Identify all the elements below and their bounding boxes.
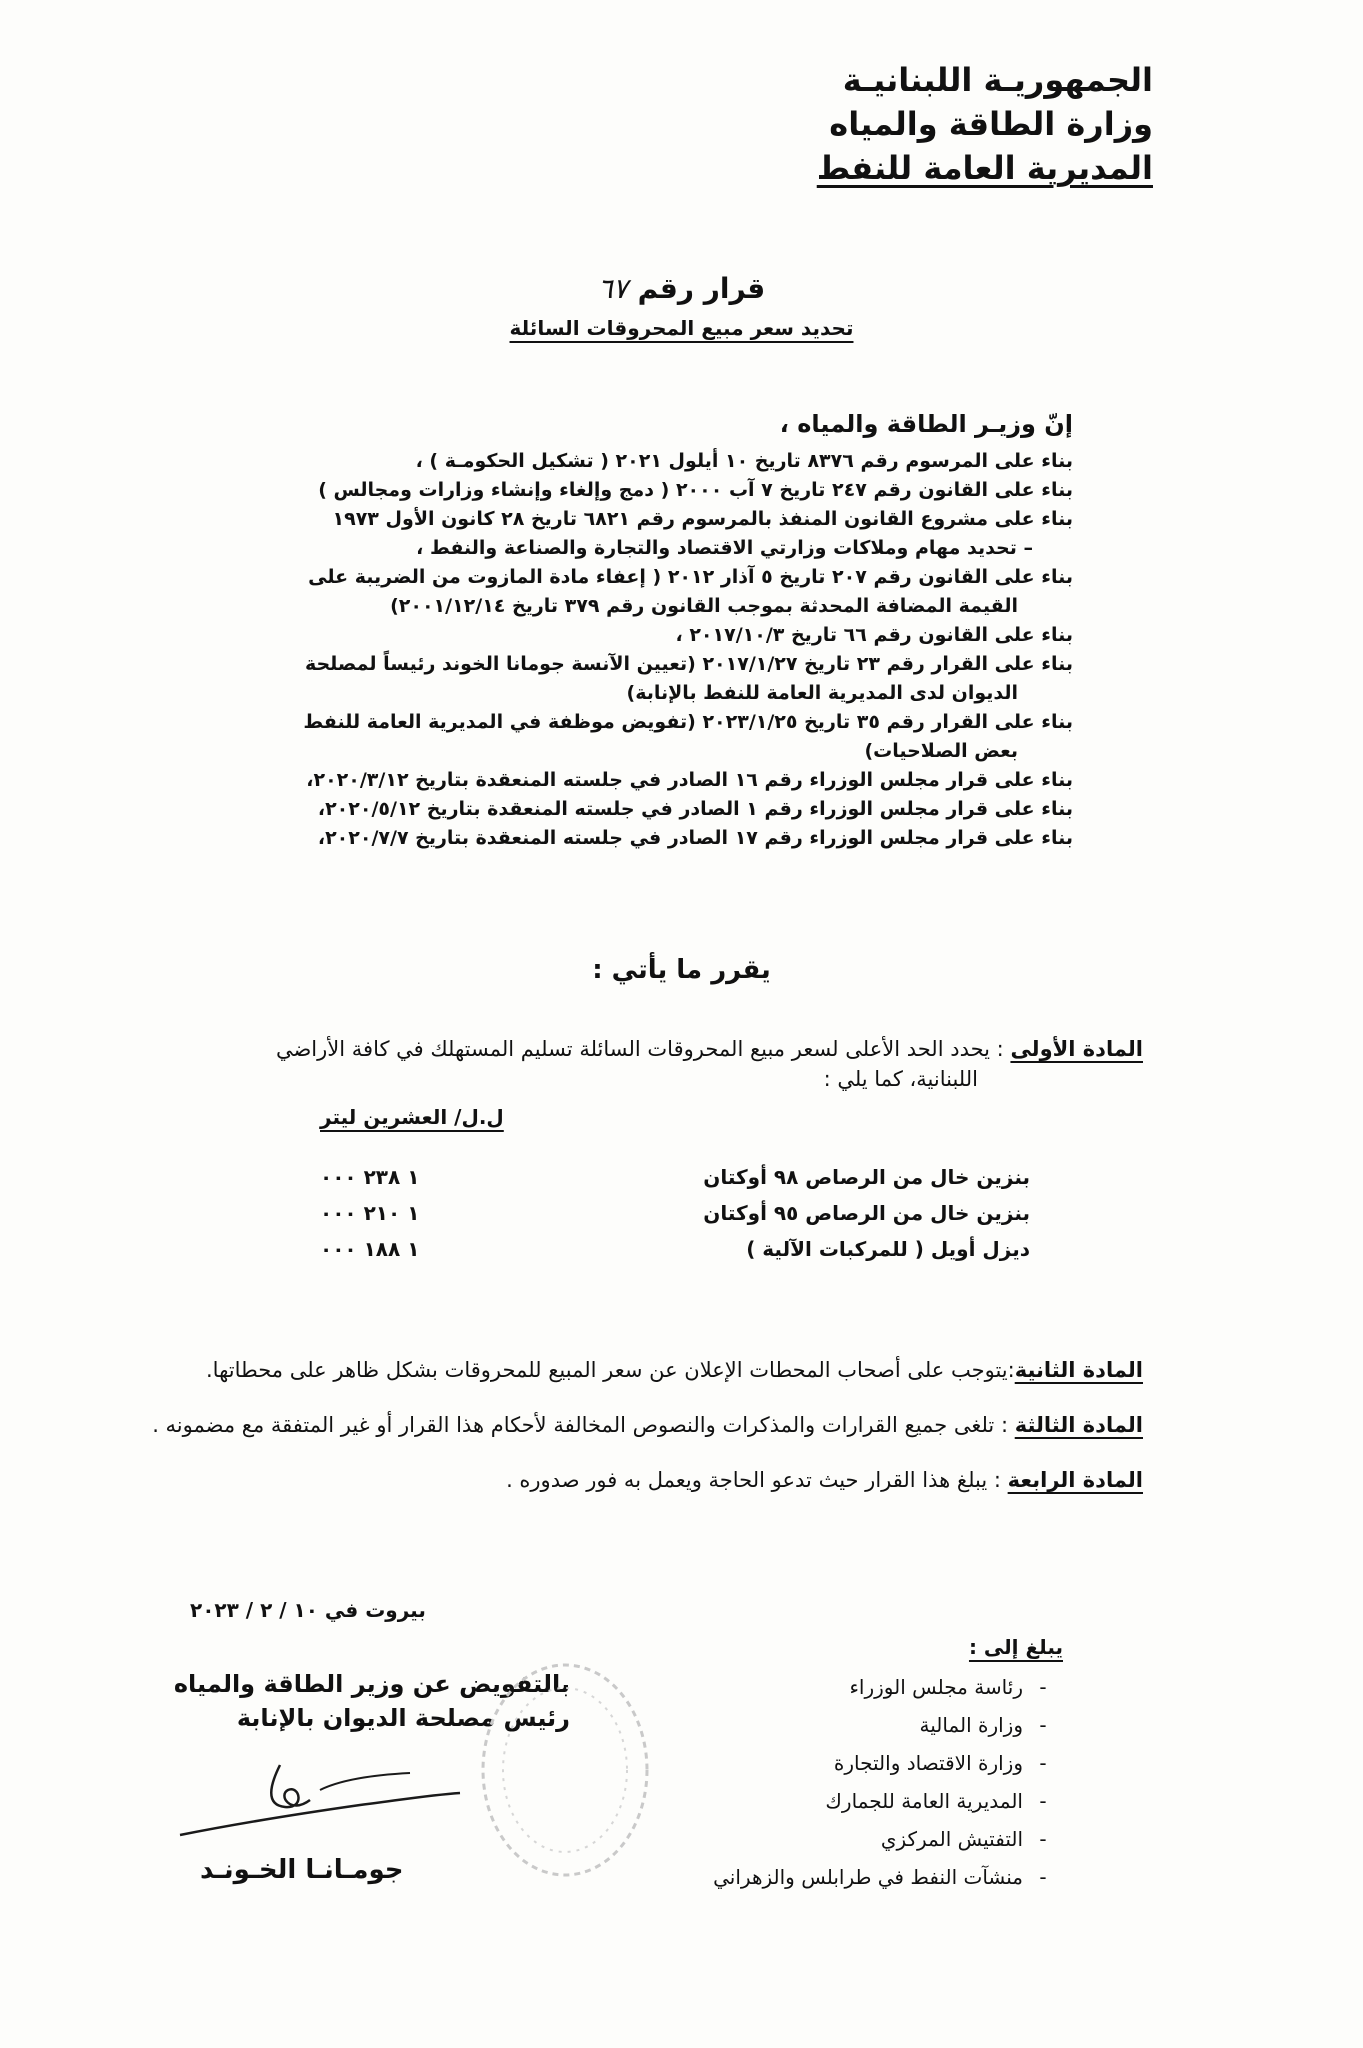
decision-number-label: قرار رقم (637, 272, 766, 305)
decision-title (0, 272, 1363, 305)
price-product: ديزل أويل ( للمركبات الآلية ) (746, 1237, 1030, 1261)
price-row (300, 1201, 1030, 1237)
preamble-line: بناء على قرار مجلس الوزراء رقم ١٧ الصادر في جلسته المنعقدة بتاريخ ٢٠٢٠/٧/٧، (317, 827, 1073, 849)
preamble-line: بناء على قرار مجلس الوزراء رقم ١ الصادر في جلسته المنعقدة بتاريخ ٢٠٢٠/٥/١٢، (317, 798, 1073, 820)
preamble-list (253, 447, 1073, 853)
notify-list (713, 1668, 1063, 1896)
article-4 (143, 1465, 1143, 1495)
notify-item: -المديرية العامة للجمارك (825, 1789, 1047, 1813)
preamble-line: القيمة المضافة المحدثة بموجب القانون رقم ٣٧٩ تاريخ ٢٠٠١/١٢/١٤) (390, 595, 1018, 617)
notify-item: -وزارة المالية (919, 1713, 1047, 1737)
handwritten-signature (170, 1745, 470, 1855)
price-unit-header: ل.ل/ العشرين ليتر (320, 1105, 504, 1129)
price-product: بنزين خال من الرصاص ٩٥ أوكتان (703, 1201, 1030, 1225)
signature-line-2: رئيس مصلحة الديوان بالإنابة (236, 1704, 570, 1732)
article-4-label: المادة الرابعة (1007, 1468, 1143, 1492)
preamble-line: بناء على القانون رقم ٦٦ تاريخ ٢٠١٧/١٠/٣ ، (675, 624, 1073, 646)
preamble-line: بناء على القانون رقم ٢٤٧ تاريخ ٧ آب ٢٠٠٠ ( دمج وإلغاء وإنشاء وزارات ومجالس ) (318, 479, 1073, 501)
notify-label: يبلغ إلى : (968, 1635, 1063, 1659)
header-republic: الجمهوريـة اللبنانيـة (842, 61, 1153, 99)
price-value: ١ ٢١٠ ٠٠٠ (320, 1201, 420, 1225)
header-directorate: المديرية العامة للنفط (816, 149, 1153, 187)
price-value: ١ ١٨٨ ٠٠٠ (320, 1237, 420, 1261)
signatory-name: جومـانـا الخـونـد (200, 1855, 404, 1885)
article-3-text: : تلغى جميع القرارات والمذكرات والنصوص المخالفة لأحكام هذا القرار أو غير المتفقة مع مضمونه . (152, 1413, 1009, 1437)
price-product: بنزين خال من الرصاص ٩٨ أوكتان (703, 1165, 1030, 1189)
article-1-label: المادة الأولى (1010, 1037, 1143, 1061)
decision-subject: تحديد سعر مبيع المحروقات السائلة (509, 316, 854, 340)
article-3 (143, 1410, 1143, 1440)
preamble-line: بعض الصلاحيات) (864, 740, 1018, 762)
notify-item: -وزارة الاقتصاد والتجارة (833, 1751, 1047, 1775)
article-1 (143, 1034, 1143, 1094)
preamble-opening: إنّ وزيـر الطاقة والمياه ، (779, 410, 1073, 438)
notify-item: -منشآت النفط في طرابلس والزهراني (713, 1865, 1047, 1889)
preamble-line: – تحديد مهام وملاكات وزارتي الاقتصاد والتجارة والصناعة والنفط ، (416, 537, 1033, 559)
article-3-label: المادة الثالثة (1014, 1413, 1143, 1437)
price-value: ١ ٢٣٨ ٠٠٠ (320, 1165, 420, 1189)
preamble-line: بناء على المرسوم رقم ٨٣٧٦ تاريخ ١٠ أيلول ٢٠٢١ ( تشكيل الحكومـة ) ، (415, 450, 1073, 472)
article-1-text: : يحدد الحد الأعلى لسعر مبيع المحروقات السائلة تسليم المستهلك في كافة الأراضي (275, 1037, 1004, 1061)
decides-heading: يقرر ما يأتي : (592, 955, 771, 985)
preamble-line: بناء على القرار رقم ٢٣ تاريخ ٢٠١٧/١/٢٧ (تعيين الآنسة جومانا الخوند رئيساً لمصلحة (304, 653, 1073, 675)
official-stamp (470, 1655, 660, 1885)
preamble-line: بناء على القرار رقم ٣٥ تاريخ ٢٠٢٣/١/٢٥ (تفويض موظفة في المديرية العامة للنفط (303, 711, 1073, 733)
signature-line-1: بالتفويض عن وزير الطاقة والمياه (173, 1670, 570, 1698)
preamble-line: بناء على مشروع القانون المنفذ بالمرسوم رقم ٦٨٢١ تاريخ ٢٨ كانون الأول ١٩٧٣ (332, 508, 1073, 530)
price-row (300, 1237, 1030, 1273)
preamble-line: الديوان لدى المديرية العامة للنفط بالإنابة) (626, 682, 1018, 704)
article-2-label: المادة الثانية (1014, 1358, 1143, 1382)
article-1-text-cont: اللبنانية، كما يلي : (823, 1067, 978, 1091)
preamble-line: بناء على القانون رقم ٢٠٧ تاريخ ٥ آذار ٢٠١٢ ( إعفاء مادة المازوت من الضريبة على (308, 566, 1073, 588)
notify-item: -رئاسة مجلس الوزراء (849, 1675, 1047, 1699)
preamble-line: بناء على قرار مجلس الوزراء رقم ١٦ الصادر في جلسته المنعقدة بتاريخ ٢٠٢٠/٣/١٢، (306, 769, 1073, 791)
notify-item: -التفتيش المركزي (880, 1827, 1047, 1851)
header-ministry: وزارة الطاقة والمياه (829, 105, 1153, 143)
place-date: بيروت في ١٠ / ٢ / ٢٠٢٣ (190, 1598, 426, 1622)
price-table (300, 1165, 1030, 1273)
article-2-text: :يتوجب على أصحاب المحطات الإعلان عن سعر المبيع للمحروقات بشكل ظاهر على محطاتها. (206, 1358, 1015, 1382)
letterhead (817, 58, 1153, 190)
article-4-text: : يبلغ هذا القرار حيث تدعو الحاجة ويعمل به فور صدوره . (506, 1468, 1001, 1492)
decision-number-handwritten: ٦٧ (597, 272, 628, 305)
price-row (300, 1165, 1030, 1201)
article-2 (143, 1355, 1143, 1385)
